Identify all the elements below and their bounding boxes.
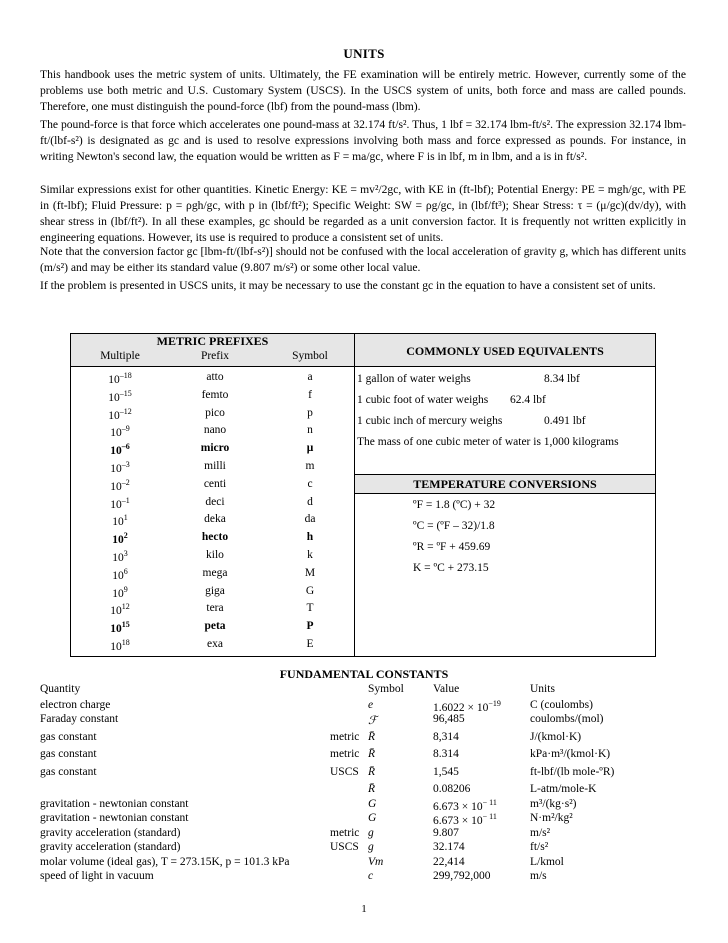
equivalent-label: 1 gallon of water weighs: [357, 373, 471, 385]
constant-value-exponent: − 11: [482, 812, 497, 821]
prefix-exponent: 15: [121, 620, 130, 630]
constant-system: USCS: [330, 766, 359, 778]
prefix-name: exa: [207, 638, 223, 650]
prefix-multiple: $10^{-6}$: [110, 442, 130, 458]
constant-units: ft-lbf/(lb mole-ºR): [530, 766, 615, 778]
constant-symbol: g: [368, 841, 374, 853]
temperature-formula: ºF = 1.8 (ºC) + 32: [413, 499, 496, 511]
prefix-name: pico: [205, 406, 225, 419]
prefix-exponent: –2: [121, 477, 130, 487]
constant-row: [40, 713, 690, 728]
constant-units: L/kmol: [530, 856, 564, 868]
prefix-symbol: G: [305, 584, 315, 597]
prefix-exponent: 2: [123, 531, 128, 541]
col-prefix: Prefix: [200, 350, 230, 362]
constant-system: metric: [330, 748, 360, 760]
constant-value: 9.807: [433, 827, 459, 839]
prefix-name: atto: [206, 371, 224, 383]
equivalent-value: 62.4 lbf: [510, 394, 546, 406]
constant-value-exponent: − 11: [482, 798, 497, 807]
constant-value: 8.314: [433, 748, 459, 760]
prefix-name: peta: [204, 620, 226, 633]
prefix-exponent: –18: [119, 371, 132, 380]
prefix-symbol: c: [307, 477, 313, 490]
constant-quantity: gravity acceleration (standard): [40, 841, 181, 853]
prefix-exponent: 6: [123, 566, 128, 576]
constant-value: 1,545: [433, 766, 459, 778]
prefix-name: micro: [200, 442, 230, 455]
equivalents-heading: COMMONLY USED EQUIVALENTS: [406, 344, 604, 358]
constant-quantity: gravitation - newtonian constant: [40, 812, 189, 824]
prefix-exponent: –3: [121, 460, 130, 469]
prefix-exponent: –6: [121, 442, 130, 452]
constant-row: [40, 870, 690, 885]
prefix-symbol: μ: [306, 442, 314, 455]
prefix-multiple: $10^{-9}$: [110, 424, 130, 440]
constant-units: m/s: [530, 870, 547, 882]
constant-quantity: gravity acceleration (standard): [40, 827, 181, 839]
prefix-symbol: E: [306, 638, 314, 650]
constant-units: coulombs/(mol): [530, 713, 604, 725]
constant-quantity: gravitation - newtonian constant: [40, 798, 189, 810]
prefix-name: giga: [205, 584, 225, 597]
prefix-symbol: n: [307, 424, 313, 437]
prefix-exponent: 1: [123, 513, 128, 523]
constant-value: 32.174: [433, 841, 465, 853]
equivalent-value: 8.34 lbf: [544, 373, 580, 385]
constant-units: kPa·m³/(kmol·K): [530, 748, 611, 760]
constant-symbol: e: [368, 699, 374, 711]
prefix-exponent: –15: [119, 388, 132, 398]
paragraph-1: This handbook uses the metric system of units. Ultimately, the FE examination will be entirely metric. However, currently some of the problems use both metric and U.S. Customary System (USCS). In the USCS system of units, both force and mass are called pounds. Therefore, one must distinguish the pound-force (lbf) from the pound-mass (lbm).: [40, 68, 686, 113]
constant-row: [40, 731, 690, 746]
constant-value: $6.673 \times 10^{- 11}$: [433, 812, 497, 827]
constant-value: 22,414: [433, 856, 465, 868]
constant-units: m³/(kg·s²): [530, 798, 577, 810]
constant-symbol: R̄: [368, 783, 376, 795]
constant-units: ft/s²: [530, 841, 549, 853]
col-units: Units: [530, 683, 555, 695]
constant-quantity: electron charge: [40, 699, 111, 711]
col-quantity: Quantity: [40, 683, 81, 695]
constant-units: J/(kmol·K): [530, 731, 582, 743]
prefix-multiple: $10^{-3}$: [110, 460, 130, 475]
constant-value: 0.08206: [433, 783, 471, 795]
col-symbol: Symbol: [292, 350, 328, 362]
temperature-formula: K = ºC + 273.15: [413, 562, 489, 574]
constant-quantity: Faraday constant: [40, 713, 119, 725]
prefix-exponent: 12: [121, 602, 130, 612]
prefix-exponent: 18: [121, 638, 130, 647]
prefix-exponent: –9: [121, 424, 130, 434]
constants-header-row: [40, 683, 690, 698]
constant-symbol: R̄: [368, 748, 376, 760]
prefix-name: centi: [203, 477, 227, 490]
temperature-formula: ºR = ºF + 459.69: [413, 541, 491, 553]
constant-quantity: gas constant: [40, 731, 97, 743]
prefix-symbol: da: [304, 513, 316, 526]
prefix-multiple: $10^6$: [112, 566, 128, 582]
constant-row: [40, 766, 690, 781]
temperature-heading: TEMPERATURE CONVERSIONS: [413, 477, 597, 491]
constant-symbol: c: [368, 870, 374, 882]
prefix-symbol: k: [307, 549, 313, 561]
prefix-symbol: d: [307, 495, 313, 508]
constant-system: metric: [330, 827, 360, 839]
prefix-exponent: 9: [123, 584, 128, 594]
prefix-symbol: f: [308, 388, 312, 401]
prefix-multiple: $10^{18}$: [110, 638, 130, 653]
prefix-symbol: T: [306, 602, 314, 615]
prefix-name: hecto: [201, 531, 229, 544]
prefix-exponent: –1: [121, 495, 130, 505]
equivalent-value: 0.491 lbf: [544, 415, 586, 427]
constant-quantity: gas constant: [40, 748, 97, 760]
constant-row: [40, 798, 690, 813]
prefix-exponent: –12: [119, 406, 132, 416]
constant-units: N·m²/kg²: [530, 812, 573, 824]
prefix-multiple: $10^{-1}$: [110, 495, 130, 511]
constant-symbol: ℱ: [368, 715, 378, 727]
constant-symbol: g: [368, 827, 374, 839]
constant-value: 96,485: [433, 713, 465, 725]
col-constant-symbol: Symbol: [368, 683, 404, 695]
prefix-multiple: $10^{-15}$: [108, 388, 132, 404]
prefix-symbol: a: [307, 371, 313, 383]
col-multiple: Multiple: [100, 350, 140, 362]
paragraph-5: If the problem is presented in USCS units, it may be necessary to use the constant gc in the equation to have a consistent set of units.: [40, 279, 656, 292]
prefix-multiple: $10^2$: [112, 531, 128, 547]
constant-row: [40, 812, 690, 827]
prefix-symbol: m: [305, 460, 315, 472]
constant-system: metric: [330, 731, 360, 743]
constant-row: [40, 827, 690, 842]
prefix-name: deka: [204, 513, 226, 526]
equivalent-label: 1 cubic inch of mercury weighs: [357, 415, 503, 427]
constant-value: $6.673 \times 10^{- 11}$: [433, 798, 497, 813]
paragraph-2: The pound-force is that force which accelerates one pound-mass at 32.174 ft/s². Thus, 1 lbf = 32.174 lbm-ft/s². The expression 32.174 lbm-ft/(lbf-s²) is designated as gc and is used to resolve expressions involving both mass and force expressed as pounds. For instance, in writing Newton's second law, the equation would be written as F = ma/gc, where F is in lbf, m in lbm, and a is in ft/s².: [40, 118, 686, 163]
metric-prefixes-heading: METRIC PREFIXES: [156, 334, 269, 348]
prefix-name: deci: [205, 495, 225, 508]
prefix-multiple: $10^{-18}$: [108, 371, 132, 386]
constant-units: m/s²: [530, 827, 551, 839]
prefix-exponent: 3: [123, 549, 128, 558]
constant-symbol: G: [368, 812, 377, 824]
constant-symbol: G: [368, 798, 377, 810]
page-number: 1: [361, 903, 367, 915]
prefix-name: femto: [201, 388, 229, 401]
constant-row: [40, 748, 690, 763]
col-value: Value: [433, 683, 460, 695]
constant-units: L-atm/mole-K: [530, 783, 597, 795]
prefix-name: nano: [203, 424, 227, 437]
constant-quantity: molar volume (ideal gas), T = 273.15K, p = 101.3 kPa: [40, 856, 290, 868]
constant-quantity: speed of light in vacuum: [40, 870, 154, 882]
constant-row: [40, 699, 690, 714]
prefix-multiple: $10^9$: [112, 584, 128, 600]
prefix-symbol: p: [307, 406, 313, 419]
page-title: UNITS: [343, 46, 385, 61]
equivalent-label: The mass of one cubic meter of water is 1,000 kilograms: [357, 436, 619, 448]
paragraph-4: Note that the conversion factor gc [lbm-ft/(lbf-s²)] should not be confused with the local acceleration of gravity g, which has different units (m/s²) and may be either its standard value (9.807 m/s²) or some other local value.: [40, 245, 686, 274]
prefix-multiple: $10^{12}$: [110, 602, 130, 618]
prefix-multiple: $10^{-12}$: [108, 406, 132, 422]
constants-heading: FUNDAMENTAL CONSTANTS: [279, 667, 449, 681]
prefix-multiple: $10^1$: [112, 513, 128, 529]
constant-row: [40, 841, 690, 856]
prefix-multiple: $10^{-2}$: [110, 477, 130, 493]
prefix-symbol: M: [304, 566, 316, 579]
constant-value: 299,792,000: [433, 870, 491, 882]
prefix-multiple: $10^3$: [112, 549, 128, 564]
constant-units: C (coulombs): [530, 699, 593, 711]
constant-quantity: gas constant: [40, 766, 97, 778]
prefix-name: milli: [204, 460, 226, 472]
constant-symbol: Vm: [368, 856, 384, 868]
constant-system: USCS: [330, 841, 359, 853]
constant-symbol: R̄: [368, 731, 376, 743]
prefix-multiple: $10^{15}$: [110, 620, 130, 636]
constant-row: [40, 783, 690, 798]
constant-row: [40, 856, 690, 871]
temperature-formula: ºC = (ºF – 32)/1.8: [413, 520, 495, 532]
constant-value: 8,314: [433, 731, 459, 743]
equivalent-label: 1 cubic foot of water weighs: [357, 394, 489, 406]
prefix-name: mega: [202, 566, 228, 579]
paragraph-3: Similar expressions exist for other quantities. Kinetic Energy: KE = mv²/2gc, with KE in (ft-lbf); Potential Energy: PE = mgh/gc, with PE in (ft-lbf); Fluid Pressure: p = ρgh/gc, with p in (lbf/ft²); Specific Weight: SW = ρg/gc, in (lbf/ft³); Shear Stress: τ = (μ/gc)(dv/dy), with shear stress in (lbf/ft²). In all these examples, gc should be regarded as a unit conversion factor. It is frequently not written explicitly in engineering equations. However, its use is required to produce a consistent set of units.: [40, 183, 686, 244]
constant-value: $1.6022 \times 10^{-19}$: [433, 699, 501, 714]
prefix-name: kilo: [206, 549, 224, 561]
prefix-name: tera: [206, 602, 224, 615]
constant-symbol: R̄: [368, 766, 376, 778]
prefix-symbol: h: [306, 531, 314, 544]
constant-value-exponent: −19: [488, 699, 501, 708]
prefix-symbol: P: [306, 620, 314, 633]
